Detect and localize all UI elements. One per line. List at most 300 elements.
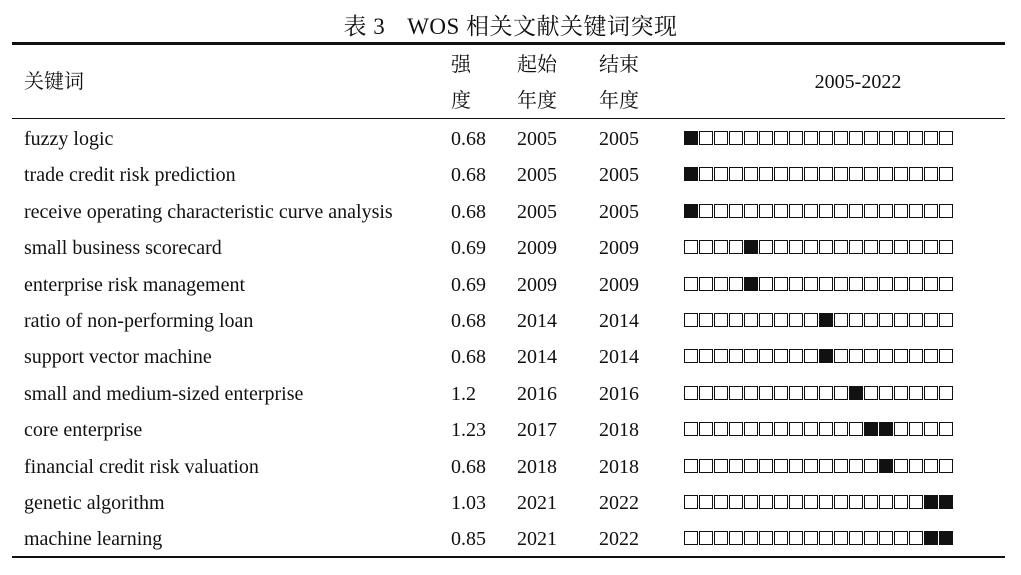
burst-year-filled [864, 422, 878, 436]
burst-timeline [684, 131, 954, 147]
burst-year-empty [939, 422, 953, 436]
begin-year-cell: 2017 [517, 419, 557, 442]
burst-year-empty [864, 386, 878, 400]
burst-year-empty [819, 131, 833, 145]
table-row [0, 267, 1021, 303]
table-row [0, 230, 1021, 266]
burst-year-empty [864, 277, 878, 291]
burst-year-empty [714, 531, 728, 545]
burst-year-empty [909, 531, 923, 545]
burst-year-empty [744, 459, 758, 473]
burst-year-empty [834, 531, 848, 545]
header-begin-year [517, 47, 577, 119]
burst-year-empty [834, 131, 848, 145]
burst-year-empty [864, 349, 878, 363]
burst-timeline [684, 459, 954, 475]
end-year-cell: 2016 [599, 382, 639, 405]
strength-cell: 1.03 [451, 492, 486, 514]
burst-year-empty [849, 313, 863, 327]
burst-year-empty [759, 349, 773, 363]
burst-year-empty [759, 386, 773, 400]
table-row [0, 449, 1021, 485]
burst-year-empty [939, 349, 953, 363]
burst-year-empty [774, 495, 788, 509]
burst-year-filled [924, 531, 938, 545]
burst-year-empty [894, 386, 908, 400]
burst-year-empty [834, 459, 848, 473]
burst-timeline [684, 313, 954, 329]
burst-year-empty [714, 167, 728, 181]
burst-year-empty [789, 349, 803, 363]
burst-year-empty [909, 277, 923, 291]
end-year-cell: 2022 [599, 492, 639, 514]
burst-year-empty [789, 204, 803, 218]
burst-year-empty [714, 349, 728, 363]
burst-year-empty [699, 422, 713, 436]
burst-timeline [684, 240, 954, 256]
burst-year-empty [804, 313, 818, 327]
burst-year-empty [699, 459, 713, 473]
strength-cell: 0.68 [451, 128, 486, 150]
burst-year-empty [849, 349, 863, 363]
burst-year-empty [939, 240, 953, 254]
burst-year-empty [819, 277, 833, 291]
begin-year-cell: 2005 [517, 128, 557, 150]
burst-year-empty [699, 204, 713, 218]
burst-year-empty [759, 277, 773, 291]
burst-year-empty [789, 240, 803, 254]
burst-year-empty [714, 313, 728, 327]
burst-year-empty [804, 349, 818, 363]
burst-year-empty [819, 459, 833, 473]
burst-year-empty [849, 167, 863, 181]
table-title [0, 8, 1021, 41]
burst-year-empty [774, 277, 788, 291]
keyword-cell: small and medium-sized enterprise [24, 382, 304, 405]
burst-year-empty [699, 131, 713, 145]
burst-year-empty [879, 313, 893, 327]
burst-year-empty [939, 386, 953, 400]
burst-year-empty [759, 422, 773, 436]
strength-cell: 0.69 [451, 237, 486, 260]
burst-year-empty [759, 167, 773, 181]
keyword-cell: ratio of non-performing loan [24, 310, 254, 332]
burst-year-empty [894, 277, 908, 291]
table-row [0, 485, 1021, 521]
keyword-cell: financial credit risk valuation [24, 455, 259, 478]
burst-year-empty [804, 386, 818, 400]
begin-year-cell: 2009 [517, 273, 557, 296]
burst-year-empty [804, 459, 818, 473]
burst-year-empty [774, 422, 788, 436]
burst-year-empty [849, 422, 863, 436]
strength-cell: 0.85 [451, 528, 486, 551]
burst-year-empty [804, 277, 818, 291]
burst-year-empty [804, 531, 818, 545]
begin-year-cell: 2005 [517, 164, 557, 187]
burst-year-empty [864, 204, 878, 218]
burst-year-filled [879, 459, 893, 473]
burst-year-empty [894, 313, 908, 327]
burst-year-empty [714, 386, 728, 400]
burst-year-empty [819, 495, 833, 509]
burst-year-empty [774, 131, 788, 145]
burst-year-empty [849, 204, 863, 218]
burst-year-empty [759, 131, 773, 145]
burst-year-empty [924, 422, 938, 436]
burst-year-empty [744, 313, 758, 327]
burst-year-empty [774, 167, 788, 181]
burst-year-empty [939, 204, 953, 218]
burst-year-filled [819, 349, 833, 363]
burst-year-empty [744, 204, 758, 218]
burst-year-empty [909, 204, 923, 218]
burst-year-empty [939, 459, 953, 473]
table-row [0, 521, 1021, 557]
burst-timeline [684, 349, 954, 365]
burst-year-empty [924, 204, 938, 218]
strength-cell: 1.23 [451, 419, 486, 442]
burst-year-empty [759, 495, 773, 509]
burst-year-empty [729, 313, 743, 327]
burst-year-empty [849, 459, 863, 473]
burst-year-empty [729, 167, 743, 181]
burst-year-empty [894, 495, 908, 509]
burst-year-empty [894, 240, 908, 254]
burst-year-empty [909, 386, 923, 400]
burst-year-empty [879, 167, 893, 181]
burst-timeline [684, 386, 954, 402]
burst-year-empty [789, 167, 803, 181]
burst-year-empty [729, 349, 743, 363]
burst-year-empty [684, 495, 698, 509]
burst-year-empty [729, 386, 743, 400]
burst-year-empty [729, 240, 743, 254]
table-caption: WOS 相关文献关键词突现 [407, 14, 678, 39]
end-year-cell: 2018 [599, 455, 639, 478]
keyword-cell: trade credit risk prediction [24, 164, 236, 187]
end-year-cell: 2009 [599, 237, 639, 260]
burst-year-empty [804, 240, 818, 254]
burst-year-empty [684, 459, 698, 473]
burst-year-empty [909, 459, 923, 473]
burst-year-empty [939, 167, 953, 181]
burst-year-empty [924, 131, 938, 145]
burst-year-empty [894, 531, 908, 545]
burst-year-filled [684, 131, 698, 145]
burst-year-empty [789, 422, 803, 436]
burst-year-empty [909, 167, 923, 181]
burst-year-empty [909, 131, 923, 145]
burst-year-empty [774, 386, 788, 400]
burst-year-empty [729, 531, 743, 545]
burst-year-empty [924, 277, 938, 291]
begin-year-cell: 2014 [517, 346, 557, 369]
burst-year-empty [924, 240, 938, 254]
burst-year-empty [849, 131, 863, 145]
burst-year-empty [909, 240, 923, 254]
begin-year-cell: 2009 [517, 237, 557, 260]
begin-year-cell: 2016 [517, 382, 557, 405]
burst-year-empty [759, 204, 773, 218]
header-strength [451, 47, 491, 119]
burst-year-empty [939, 313, 953, 327]
burst-timeline [684, 422, 954, 438]
burst-year-empty [684, 422, 698, 436]
burst-year-empty [864, 313, 878, 327]
burst-year-empty [864, 131, 878, 145]
table-row [0, 157, 1021, 193]
burst-year-empty [834, 240, 848, 254]
burst-year-empty [744, 167, 758, 181]
burst-year-empty [699, 349, 713, 363]
begin-year-cell: 2014 [517, 310, 557, 332]
burst-year-filled [879, 422, 893, 436]
burst-year-empty [759, 459, 773, 473]
burst-year-empty [729, 422, 743, 436]
burst-year-empty [729, 204, 743, 218]
burst-year-empty [789, 531, 803, 545]
keyword-cell: small business scorecard [24, 237, 222, 260]
header-strength-line2: 度 [451, 90, 471, 112]
burst-year-empty [894, 349, 908, 363]
strength-cell: 0.68 [451, 164, 486, 187]
table-row [0, 303, 1021, 339]
burst-year-empty [939, 277, 953, 291]
burst-year-filled [684, 167, 698, 181]
burst-year-empty [924, 313, 938, 327]
burst-timeline [684, 531, 954, 547]
burst-year-empty [834, 204, 848, 218]
burst-year-empty [864, 240, 878, 254]
keyword-cell: machine learning [24, 528, 163, 551]
burst-year-empty [744, 531, 758, 545]
end-year-cell: 2014 [599, 310, 639, 332]
burst-year-empty [684, 240, 698, 254]
burst-year-empty [699, 313, 713, 327]
burst-year-empty [864, 495, 878, 509]
burst-year-empty [894, 204, 908, 218]
strength-cell: 0.68 [451, 310, 486, 332]
burst-year-empty [849, 495, 863, 509]
burst-year-empty [789, 277, 803, 291]
header-begin-line2: 年度 [517, 90, 557, 112]
burst-year-empty [714, 422, 728, 436]
keyword-cell: fuzzy logic [24, 128, 114, 150]
burst-year-empty [819, 204, 833, 218]
end-year-cell: 2018 [599, 419, 639, 442]
burst-year-empty [819, 531, 833, 545]
burst-year-empty [699, 531, 713, 545]
burst-year-empty [744, 349, 758, 363]
burst-year-empty [744, 422, 758, 436]
burst-year-empty [714, 277, 728, 291]
burst-timeline [684, 495, 954, 511]
burst-year-empty [909, 349, 923, 363]
header-end-line2: 年度 [599, 90, 639, 112]
burst-year-empty [684, 386, 698, 400]
header-end-year [599, 47, 659, 119]
burst-year-empty [864, 531, 878, 545]
burst-year-empty [879, 240, 893, 254]
top-rule [12, 42, 1005, 45]
table-row [0, 376, 1021, 412]
strength-cell: 0.69 [451, 273, 486, 296]
keyword-cell: enterprise risk management [24, 273, 246, 296]
strength-cell: 0.68 [451, 346, 486, 369]
burst-year-empty [879, 495, 893, 509]
burst-year-empty [729, 459, 743, 473]
strength-cell: 0.68 [451, 455, 486, 478]
header-strength-line1: 强 [451, 54, 471, 76]
table-row [0, 339, 1021, 375]
burst-year-empty [789, 131, 803, 145]
burst-year-empty [939, 131, 953, 145]
burst-year-empty [834, 495, 848, 509]
burst-year-empty [744, 495, 758, 509]
begin-year-cell: 2021 [517, 492, 557, 514]
burst-year-empty [834, 386, 848, 400]
burst-year-empty [774, 459, 788, 473]
burst-year-empty [849, 240, 863, 254]
burst-year-filled [939, 531, 953, 545]
burst-year-empty [879, 277, 893, 291]
header-begin-line1: 起始 [517, 54, 557, 76]
burst-year-empty [909, 313, 923, 327]
begin-year-cell: 2021 [517, 528, 557, 551]
burst-year-empty [789, 313, 803, 327]
burst-timeline [684, 277, 954, 293]
burst-year-empty [819, 386, 833, 400]
burst-year-empty [804, 495, 818, 509]
burst-year-empty [789, 459, 803, 473]
burst-year-empty [849, 277, 863, 291]
burst-year-empty [759, 240, 773, 254]
burst-year-empty [774, 531, 788, 545]
burst-year-empty [744, 131, 758, 145]
burst-year-empty [744, 386, 758, 400]
burst-year-empty [834, 313, 848, 327]
strength-cell: 0.68 [451, 200, 486, 223]
keyword-cell: core enterprise [24, 419, 143, 442]
burst-year-empty [684, 531, 698, 545]
burst-year-empty [834, 277, 848, 291]
header-rule [12, 118, 1005, 119]
end-year-cell: 2014 [599, 346, 639, 369]
burst-year-filled [744, 277, 758, 291]
burst-year-empty [699, 240, 713, 254]
burst-year-empty [714, 459, 728, 473]
burst-year-empty [894, 167, 908, 181]
burst-year-empty [864, 459, 878, 473]
burst-year-filled [939, 495, 953, 509]
header-year-range: 2005-2022 [814, 71, 902, 93]
burst-year-empty [804, 131, 818, 145]
burst-year-empty [789, 386, 803, 400]
burst-year-empty [924, 167, 938, 181]
burst-year-filled [924, 495, 938, 509]
table-row [0, 121, 1021, 157]
header-end-line1: 结束 [599, 54, 639, 76]
end-year-cell: 2009 [599, 273, 639, 296]
keyword-cell: genetic algorithm [24, 492, 165, 514]
burst-year-empty [924, 386, 938, 400]
burst-year-empty [849, 531, 863, 545]
burst-year-empty [714, 240, 728, 254]
burst-year-empty [789, 495, 803, 509]
end-year-cell: 2022 [599, 528, 639, 551]
burst-year-filled [849, 386, 863, 400]
burst-year-empty [729, 131, 743, 145]
end-year-cell: 2005 [599, 200, 639, 223]
strength-cell: 1.2 [451, 382, 476, 405]
burst-year-empty [894, 459, 908, 473]
burst-year-empty [879, 531, 893, 545]
burst-year-empty [774, 204, 788, 218]
burst-year-empty [924, 459, 938, 473]
burst-year-empty [699, 277, 713, 291]
burst-year-empty [879, 349, 893, 363]
burst-year-empty [879, 386, 893, 400]
table-row [0, 194, 1021, 230]
burst-year-empty [714, 495, 728, 509]
burst-year-empty [909, 495, 923, 509]
burst-year-empty [684, 349, 698, 363]
burst-year-empty [804, 167, 818, 181]
burst-year-empty [864, 167, 878, 181]
burst-year-empty [759, 531, 773, 545]
burst-year-filled [744, 240, 758, 254]
burst-year-empty [774, 313, 788, 327]
header-keyword: 关键词 [24, 71, 84, 93]
burst-year-empty [894, 422, 908, 436]
burst-year-empty [684, 313, 698, 327]
burst-year-empty [714, 131, 728, 145]
burst-year-empty [804, 422, 818, 436]
burst-year-empty [729, 277, 743, 291]
burst-year-empty [909, 422, 923, 436]
burst-year-empty [924, 349, 938, 363]
table-number: 表 3 [343, 14, 386, 39]
end-year-cell: 2005 [599, 164, 639, 187]
burst-year-filled [819, 313, 833, 327]
burst-timeline [684, 167, 954, 183]
burst-year-empty [699, 386, 713, 400]
burst-year-empty [894, 131, 908, 145]
burst-year-empty [699, 495, 713, 509]
burst-year-empty [819, 167, 833, 181]
end-year-cell: 2005 [599, 128, 639, 150]
burst-year-empty [714, 204, 728, 218]
burst-timeline [684, 204, 954, 220]
burst-year-empty [819, 240, 833, 254]
table-row [0, 412, 1021, 448]
burst-year-filled [684, 204, 698, 218]
burst-year-empty [759, 313, 773, 327]
begin-year-cell: 2005 [517, 200, 557, 223]
burst-year-empty [804, 204, 818, 218]
keyword-cell: support vector machine [24, 346, 212, 369]
burst-year-empty [834, 422, 848, 436]
burst-year-empty [774, 240, 788, 254]
burst-year-empty [834, 349, 848, 363]
burst-year-empty [684, 277, 698, 291]
burst-year-empty [879, 204, 893, 218]
burst-year-empty [879, 131, 893, 145]
burst-year-empty [729, 495, 743, 509]
keyword-cell: receive operating characteristic curve analysis [24, 200, 393, 223]
burst-year-empty [819, 422, 833, 436]
